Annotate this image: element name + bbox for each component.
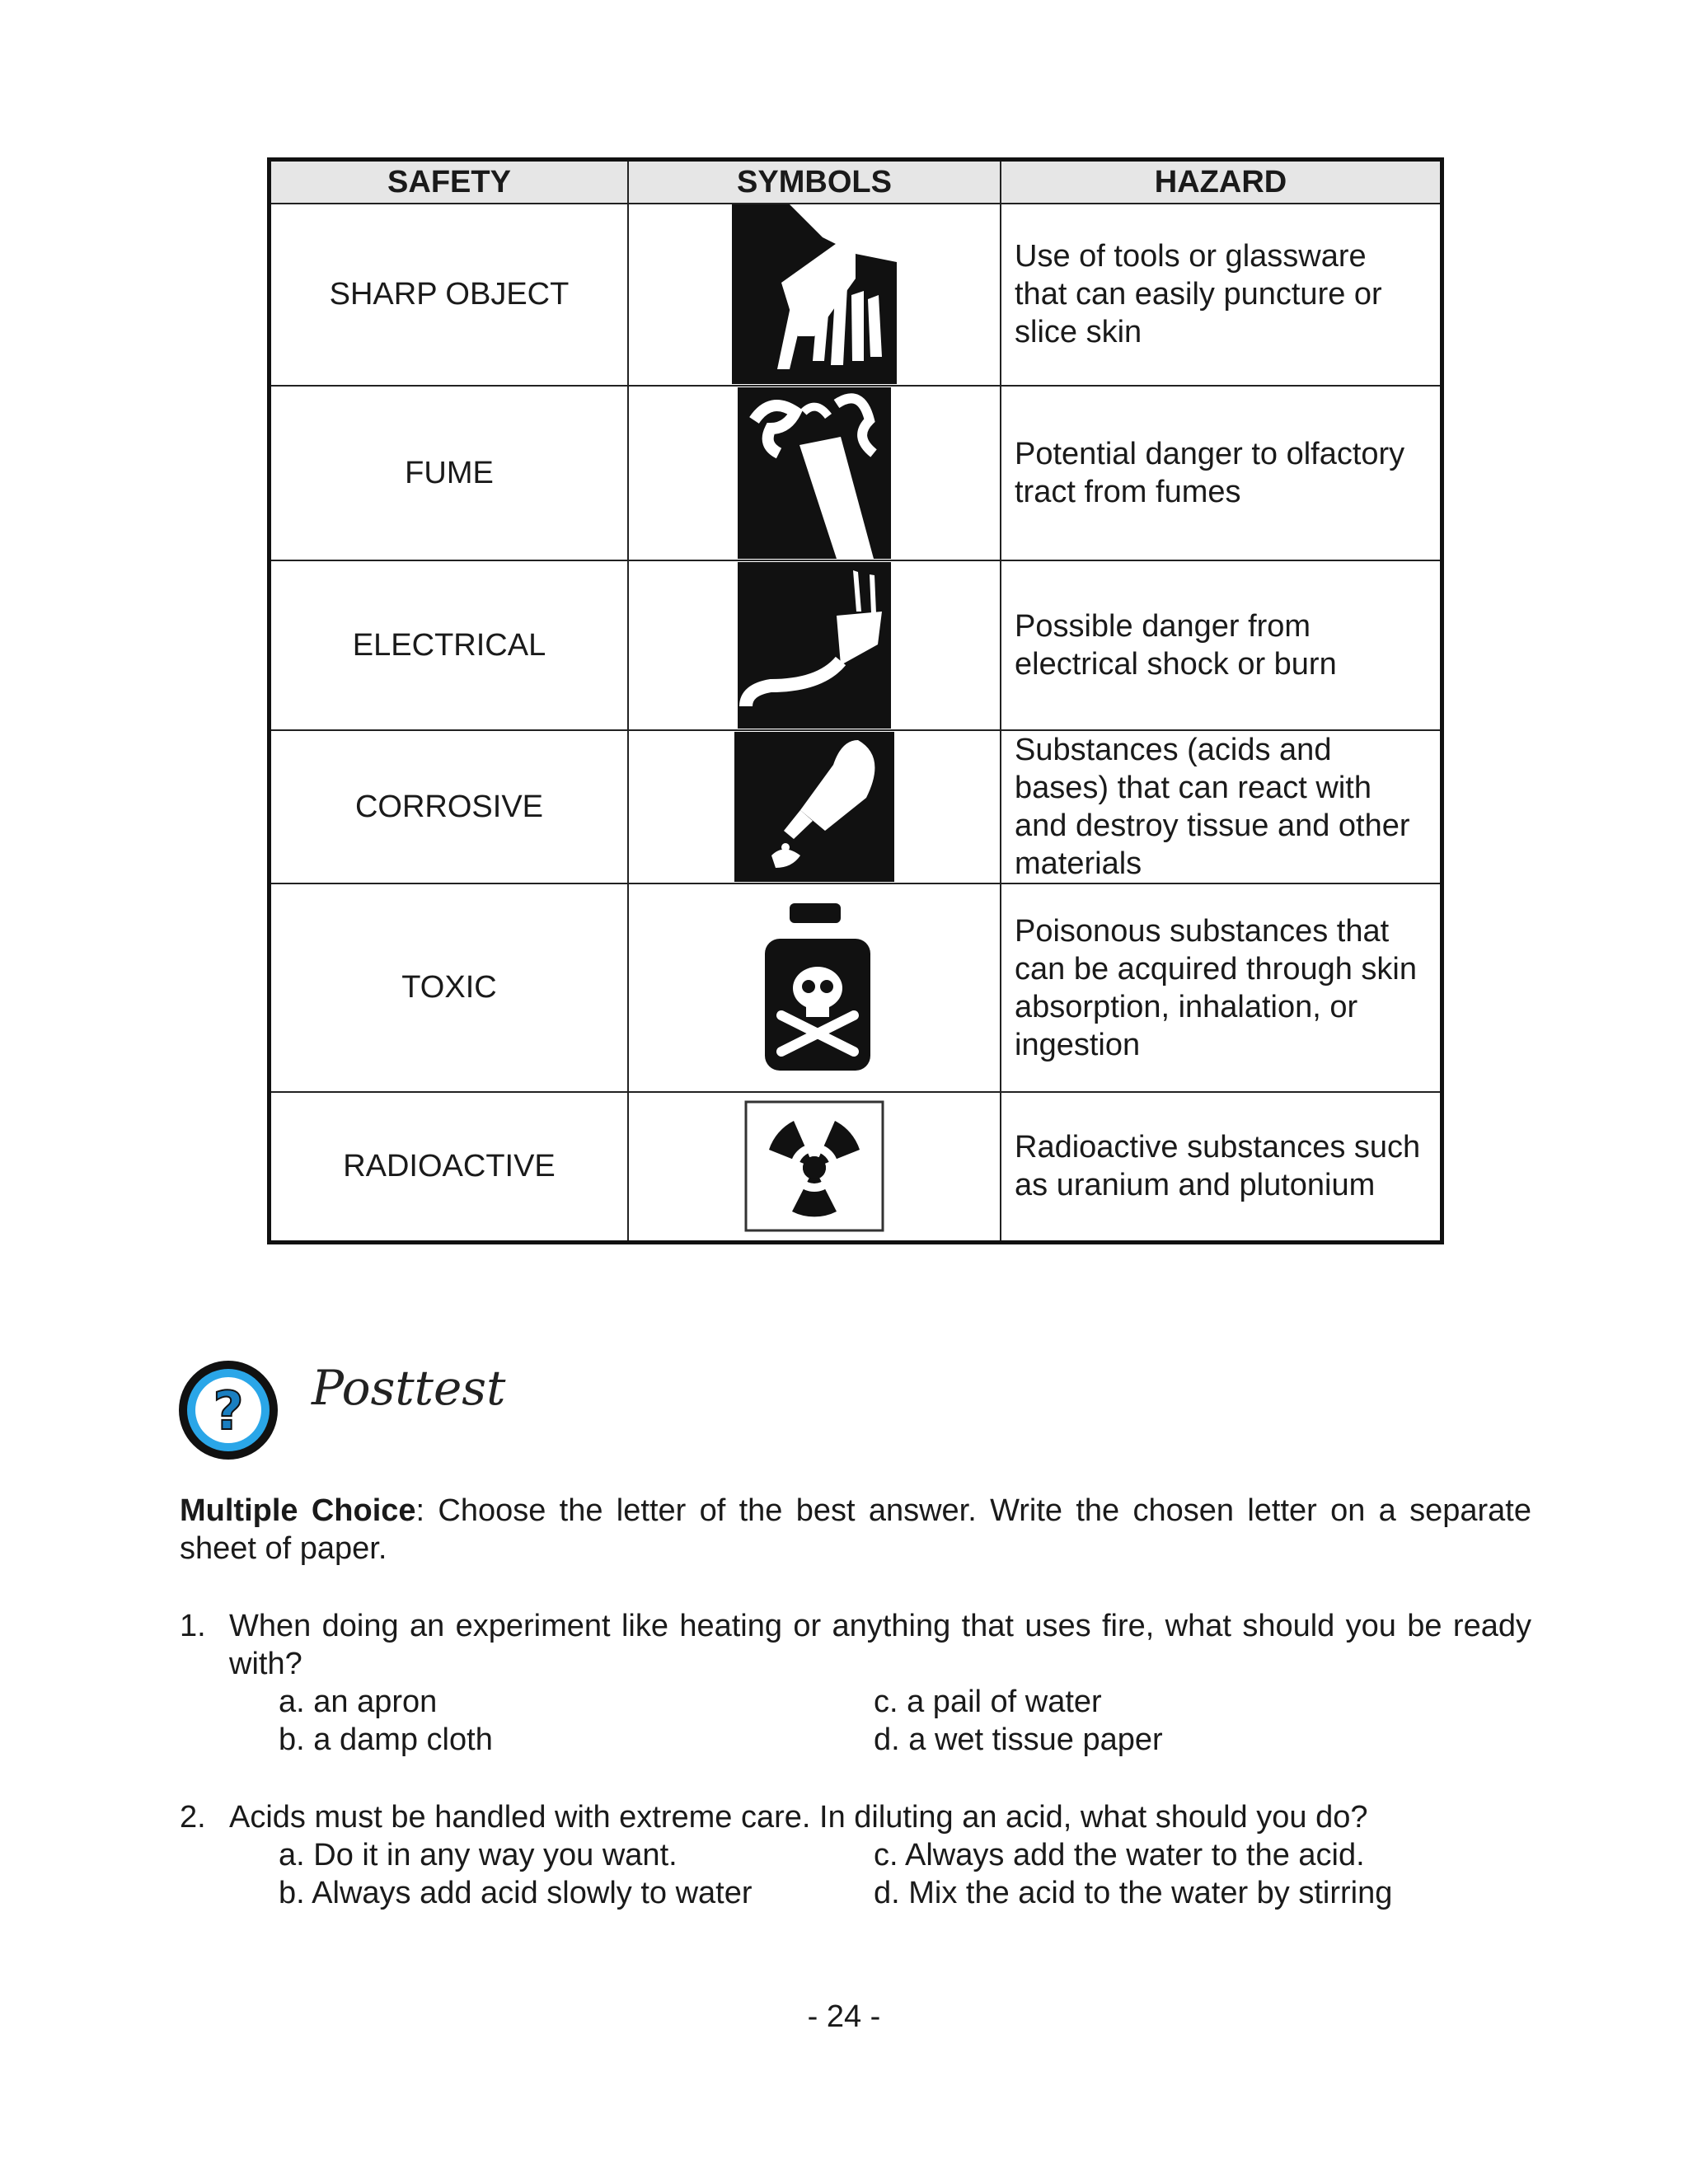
option-c: c. Always add the water to the acid. bbox=[874, 1838, 1365, 1872]
table-row bbox=[270, 883, 1442, 1092]
table-row bbox=[270, 204, 1442, 386]
safety-name: SHARP OBJECT bbox=[270, 204, 629, 386]
question-mark-icon bbox=[176, 1358, 280, 1462]
option-d: d. a wet tissue paper bbox=[874, 1722, 1163, 1757]
option-a: a. an apron bbox=[279, 1685, 438, 1719]
table-row bbox=[270, 560, 1442, 730]
hazard-description: Use of tools or glassware that can easily puncture or slice skin bbox=[1001, 204, 1442, 386]
option-c: c. a pail of water bbox=[874, 1685, 1102, 1719]
hazard-description: Radioactive substances such as uranium and plutonium bbox=[1001, 1092, 1442, 1243]
instruction-label: Multiple Choice bbox=[180, 1493, 416, 1528]
sharp-object-icon bbox=[732, 204, 897, 384]
page-number: - 24 - bbox=[807, 1999, 881, 2034]
table-row bbox=[270, 386, 1442, 561]
question-number: 1. bbox=[180, 1609, 206, 1643]
electrical-plug-icon bbox=[738, 562, 891, 729]
fume-icon bbox=[738, 387, 891, 559]
hazard-description: Substances (acids and bases) that can react with and destroy tissue and other materials bbox=[1001, 730, 1442, 883]
safety-name: CORROSIVE bbox=[270, 730, 629, 883]
question-2 bbox=[180, 1798, 1531, 1912]
safety-name: ELECTRICAL bbox=[270, 560, 629, 730]
instruction-text: : Choose the letter of the best answer. Write the chosen letter on a separate sheet of paper. bbox=[180, 1493, 1531, 1566]
safety-name: TOXIC bbox=[270, 883, 629, 1092]
hazard-description: Poisonous substances that can be acquired through skin absorption, inhalation, or ingestion bbox=[1001, 883, 1442, 1092]
question-1 bbox=[180, 1607, 1531, 1759]
header-symbols: SYMBOLS bbox=[628, 160, 1001, 204]
question-text: Acids must be handled with extreme care. In diluting an acid, what should you do? bbox=[229, 1800, 1368, 1835]
table-row bbox=[270, 730, 1442, 883]
option-b: b. a damp cloth bbox=[279, 1722, 493, 1757]
question-number: 2. bbox=[180, 1800, 206, 1835]
header-hazard: HAZARD bbox=[1001, 160, 1442, 204]
header-safety: SAFETY bbox=[270, 160, 629, 204]
hazard-description: Potential danger to olfactory tract from fumes bbox=[1001, 386, 1442, 561]
question-text: When doing an experiment like heating or anything that uses fire, what should you be ready with? bbox=[229, 1609, 1531, 1681]
table-row bbox=[270, 1092, 1442, 1243]
svg-text:?: ? bbox=[213, 1381, 244, 1442]
option-a: a. Do it in any way you want. bbox=[279, 1838, 678, 1872]
safety-name: FUME bbox=[270, 386, 629, 561]
posttest-title: Posttest bbox=[312, 1360, 506, 1416]
option-d: d. Mix the acid to the water by stirring bbox=[874, 1876, 1393, 1910]
safety-symbols-table bbox=[267, 157, 1444, 1244]
radiation-icon bbox=[744, 1100, 884, 1232]
safety-name: RADIOACTIVE bbox=[270, 1092, 629, 1243]
option-b: b. Always add acid slowly to water bbox=[279, 1876, 753, 1910]
instructions bbox=[180, 1492, 1531, 1568]
corrosive-bottle-icon bbox=[734, 732, 894, 882]
hazard-description: Possible danger from electrical shock or burn bbox=[1001, 560, 1442, 730]
skull-crossbones-icon bbox=[744, 893, 884, 1083]
